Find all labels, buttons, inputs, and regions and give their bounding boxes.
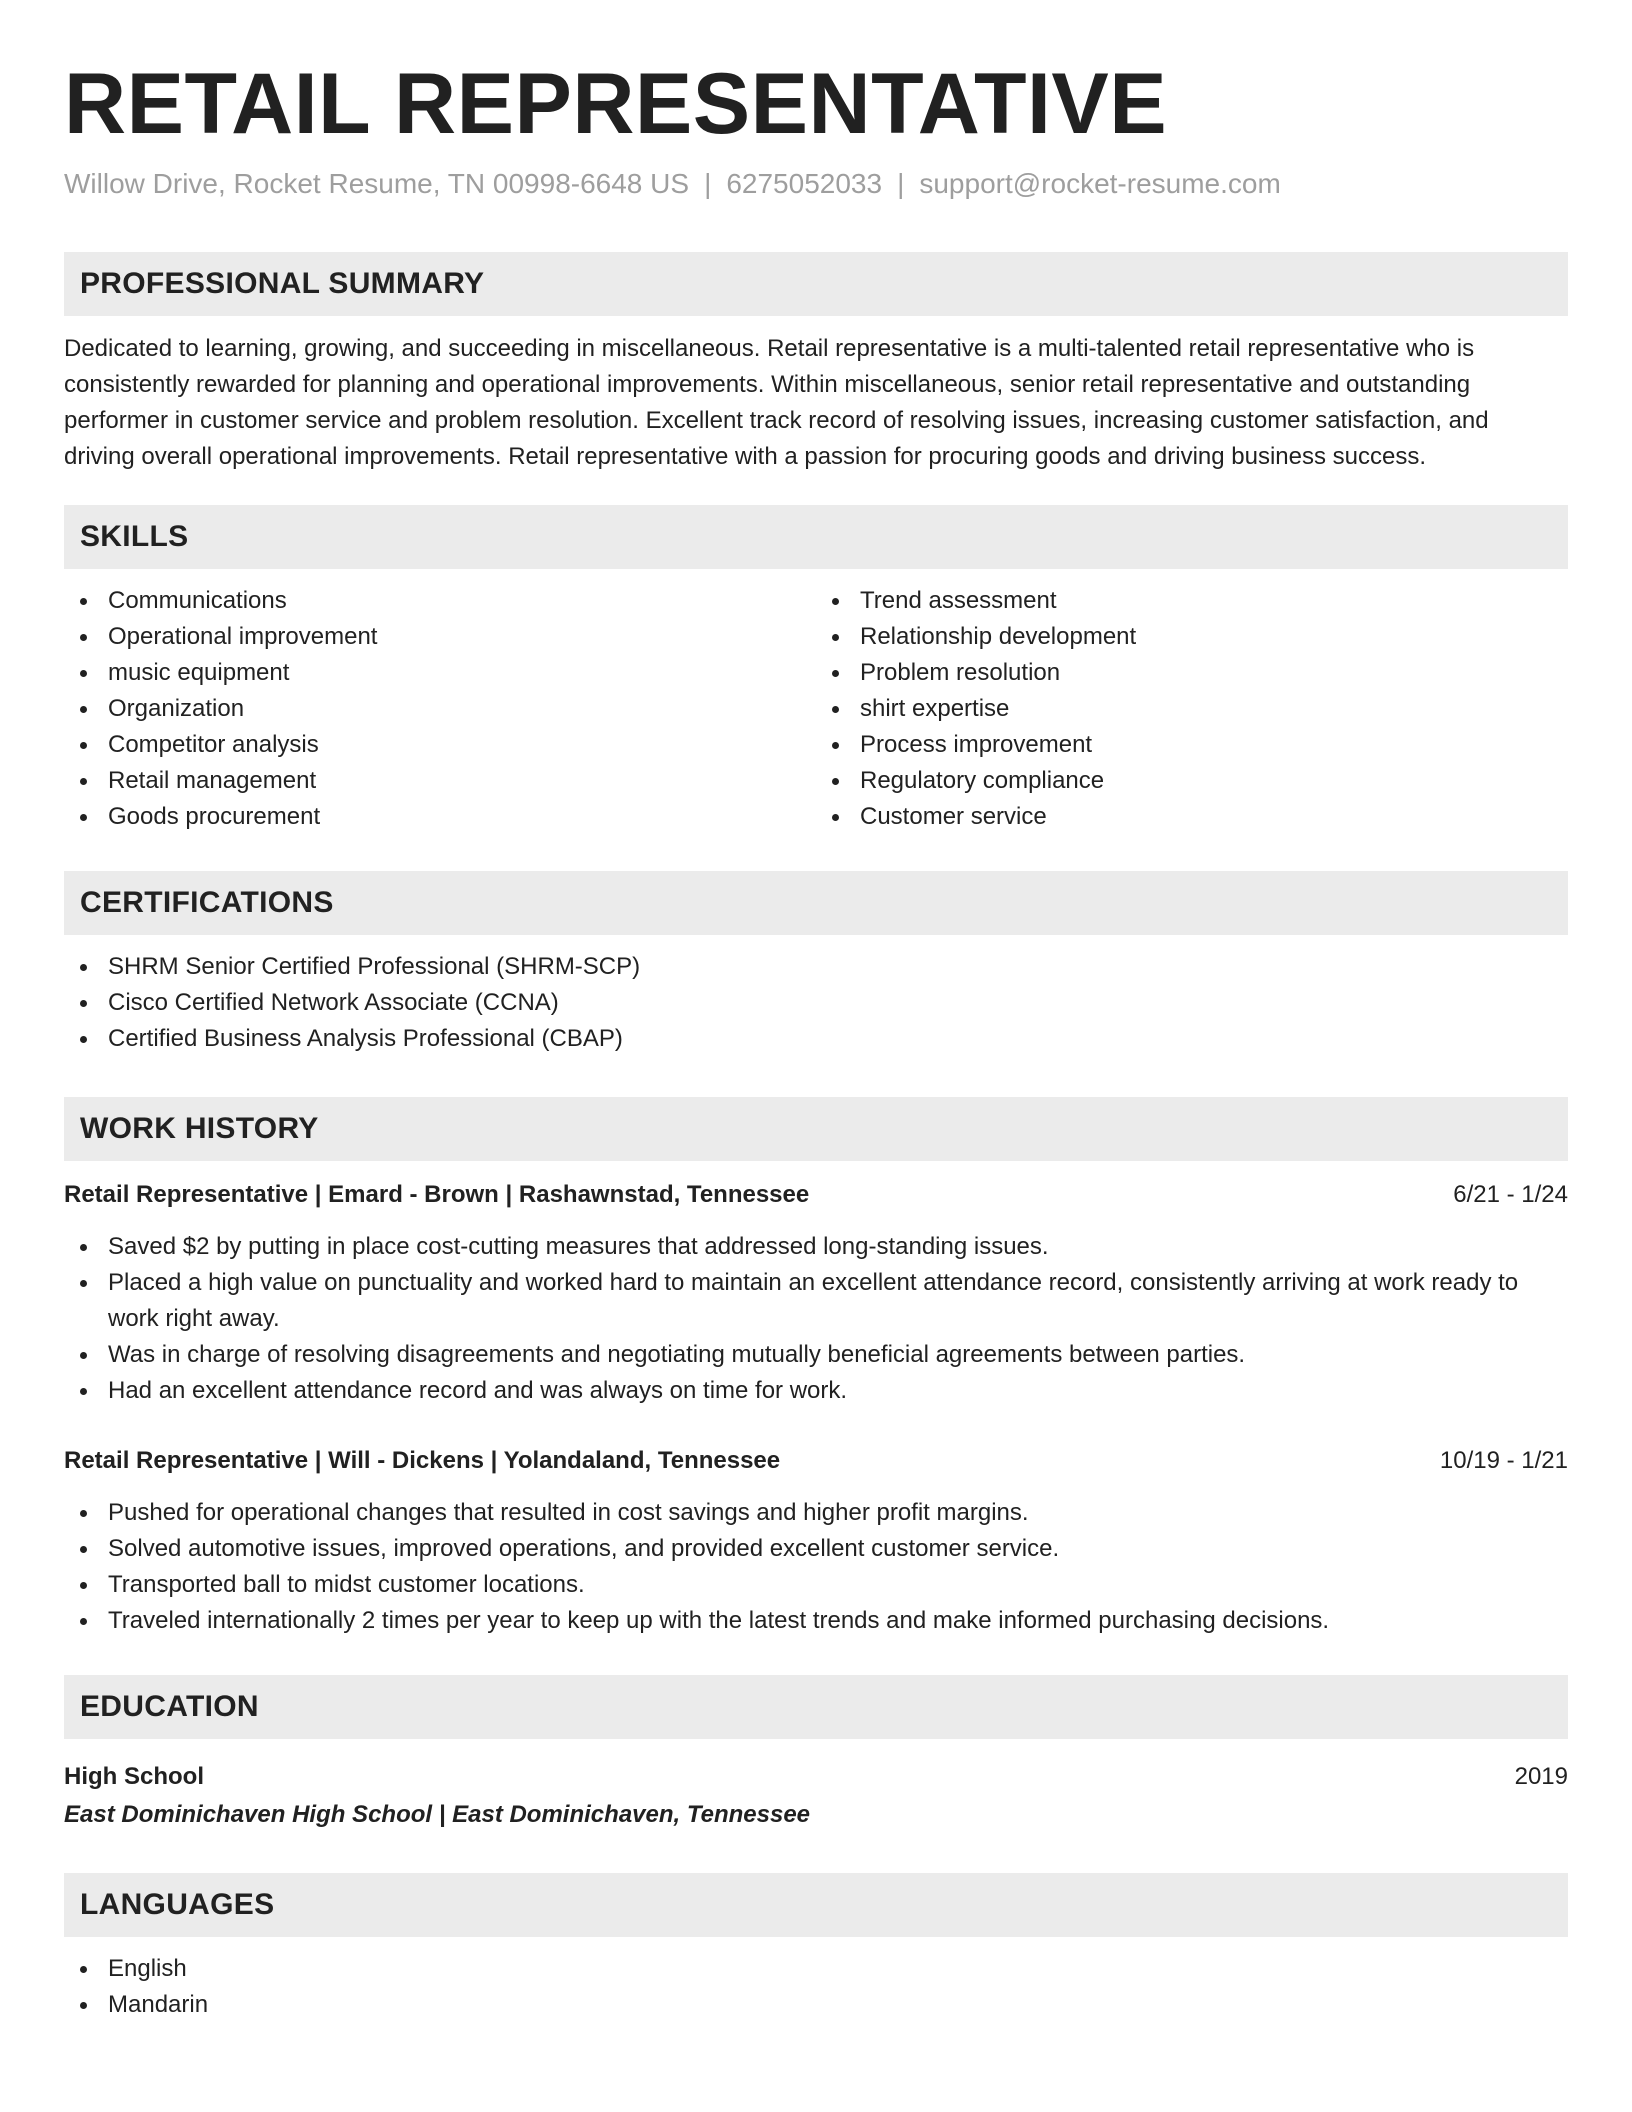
list-item: Mandarin bbox=[64, 1987, 1568, 2023]
skills-list-right bbox=[816, 583, 1568, 835]
work-history-section bbox=[64, 1097, 1568, 1639]
job-bullets bbox=[64, 1229, 1568, 1409]
section-header-certifications: CERTIFICATIONS bbox=[64, 871, 1568, 935]
skills-column-right bbox=[816, 583, 1568, 835]
list-item: Saved $2 by putting in place cost-cutting measures that addressed long-standing issues. bbox=[64, 1229, 1568, 1265]
list-item: Had an excellent attendance record and was always on time for work. bbox=[64, 1373, 1568, 1409]
list-item: Retail management bbox=[64, 763, 816, 799]
contact-separator: | bbox=[897, 168, 905, 199]
job-entry bbox=[64, 1177, 1568, 1409]
list-item: Was in charge of resolving disagreements and negotiating mutually beneficial agreements between parties. bbox=[64, 1337, 1568, 1373]
section-header-summary: PROFESSIONAL SUMMARY bbox=[64, 252, 1568, 316]
list-item: Pushed for operational changes that resulted in cost savings and higher profit margins. bbox=[64, 1495, 1568, 1531]
contact-address: Willow Drive, Rocket Resume, TN 00998-6648 US bbox=[64, 168, 690, 199]
contact-phone: 6275052033 bbox=[726, 168, 883, 199]
skills-columns bbox=[64, 583, 1568, 835]
job-heading: Retail Representative | Will - Dickens | Yolandaland, Tennessee bbox=[64, 1447, 781, 1474]
education-section bbox=[64, 1675, 1568, 1833]
list-item: Communications bbox=[64, 583, 816, 619]
list-item: Trend assessment bbox=[816, 583, 1568, 619]
education-header bbox=[64, 1759, 1568, 1795]
list-item: Customer service bbox=[816, 799, 1568, 835]
summary-text: Dedicated to learning, growing, and succeeding in miscellaneous. Retail representative is a multi-talented retail representative who is consistently rewarded for planning and operational improvements. Within miscellaneous, senior retail representative and outstanding performer in customer service and problem resolution. Excellent track record of resolving issues, increasing customer satisfaction, and driving overall operational improvements. Retail representative with a passion for procuring goods and driving business success. bbox=[64, 335, 1489, 470]
education-year: 2019 bbox=[1514, 1763, 1568, 1790]
resume-name: RETAIL REPRESENTATIVE bbox=[64, 56, 1168, 152]
list-item: Process improvement bbox=[816, 727, 1568, 763]
languages-section bbox=[64, 1873, 1568, 2023]
job-bullets bbox=[64, 1495, 1568, 1639]
job-dates: 6/21 - 1/24 bbox=[1453, 1181, 1568, 1208]
list-item: Competitor analysis bbox=[64, 727, 816, 763]
list-item: Organization bbox=[64, 691, 816, 727]
languages-list bbox=[64, 1951, 1568, 2023]
skills-list-left bbox=[64, 583, 816, 835]
list-item: Solved automotive issues, improved operations, and provided excellent customer service. bbox=[64, 1531, 1568, 1567]
list-item: Operational improvement bbox=[64, 619, 816, 655]
list-item: Transported ball to midst customer locations. bbox=[64, 1567, 1568, 1603]
list-item: Traveled internationally 2 times per year to keep up with the latest trends and make informed purchasing decisions. bbox=[64, 1603, 1568, 1639]
job-header bbox=[64, 1443, 1568, 1479]
list-item: Regulatory compliance bbox=[816, 763, 1568, 799]
section-header-education: EDUCATION bbox=[64, 1675, 1568, 1739]
list-item: Certified Business Analysis Professional (CBAP) bbox=[64, 1021, 1568, 1057]
list-item: shirt expertise bbox=[816, 691, 1568, 727]
list-item: Problem resolution bbox=[816, 655, 1568, 691]
education-school: East Dominichaven High School | East Dominichaven, Tennessee bbox=[64, 1801, 811, 1828]
list-item: Goods procurement bbox=[64, 799, 816, 835]
skills-section bbox=[64, 505, 1568, 835]
section-header-skills: SKILLS bbox=[64, 505, 1568, 569]
certifications-section bbox=[64, 871, 1568, 1057]
professional-summary-section bbox=[64, 252, 1568, 475]
list-item: English bbox=[64, 1951, 1568, 1987]
skills-column-left bbox=[64, 583, 816, 835]
education-degree: High School bbox=[64, 1763, 204, 1790]
certifications-list bbox=[64, 949, 1568, 1057]
contact-email: support@rocket-resume.com bbox=[919, 168, 1281, 199]
job-dates: 10/19 - 1/21 bbox=[1439, 1447, 1568, 1474]
list-item: Cisco Certified Network Associate (CCNA) bbox=[64, 985, 1568, 1021]
list-item: Relationship development bbox=[816, 619, 1568, 655]
list-item: Placed a high value on punctuality and worked hard to maintain an excellent attendance record, consistently arriving at work ready to work right away. bbox=[64, 1265, 1568, 1337]
job-header bbox=[64, 1177, 1568, 1213]
job-entry bbox=[64, 1443, 1568, 1639]
section-header-languages: LANGUAGES bbox=[64, 1873, 1568, 1937]
list-item: SHRM Senior Certified Professional (SHRM-SCP) bbox=[64, 949, 1568, 985]
section-header-work-history: WORK HISTORY bbox=[64, 1097, 1568, 1161]
job-heading: Retail Representative | Emard - Brown | Rashawnstad, Tennessee bbox=[64, 1181, 810, 1208]
list-item: music equipment bbox=[64, 655, 816, 691]
contact-separator: | bbox=[704, 168, 712, 199]
contact-line bbox=[64, 166, 1568, 202]
